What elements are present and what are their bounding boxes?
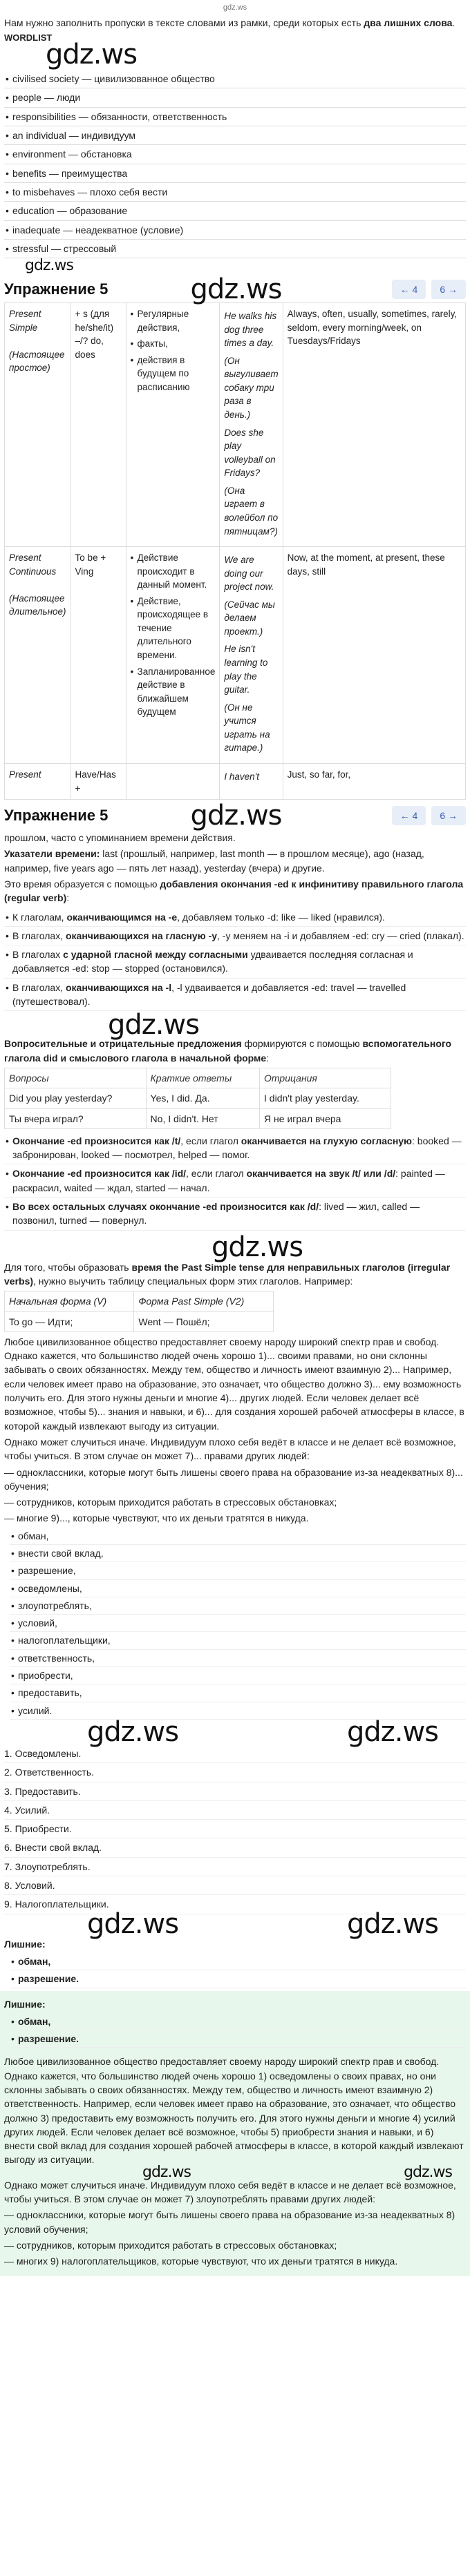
prev-exercise-button[interactable]: ← 4 (392, 280, 426, 299)
questions-intro: Вопросительные и отрицательные предложения формируются с помощью вспомогательного глагола did и смыслового глагола в начальной форме: (4, 1038, 452, 1064)
qa-header: Отрицания (260, 1068, 391, 1088)
answer-paragraph: — сотрудников, которым приходится работать в стрессовых обстановках; (4, 2239, 337, 2251)
list-item: • stressful — стрессовый (4, 240, 466, 258)
exercise-nav (392, 280, 466, 299)
extra-title: Лишние: (4, 1998, 46, 2010)
past-intro: прошлом, часто с упоминанием времени действия. (4, 832, 236, 844)
watermark: gdz.ws (346, 1715, 438, 1748)
wordlist-title: WORDLIST (4, 32, 53, 44)
list-item: • Действие происходит в данный момент. (131, 551, 216, 592)
tense-name-cell (5, 547, 71, 764)
watermark: gdz.ws (212, 1231, 303, 1263)
watermark: gdz.ws (25, 257, 73, 275)
list-item: • Окончание -ed произносится как /id/, если глагол оканчивается на звук /t/ или /d/: painted — раскрасил, waited — ждал, started — начал. (4, 1164, 466, 1198)
exercise-header (4, 273, 466, 306)
list-item: • Во всех остальных случаях окончание -ed произносится как /d/: lived — жил, called — позвонил, turned — повернул. (4, 1198, 466, 1231)
tense-table (4, 302, 466, 800)
example-text: I haven't (224, 771, 259, 782)
irregular-header: Форма Past Simple (V2) (134, 1291, 274, 1311)
list-item: • Окончание -ed произносится как /t/, если глагол оканчивается на глухую согласную: booked — забронирован, looked — посмотрел, helped — помог. (4, 1132, 466, 1165)
past-simple-section (4, 831, 466, 1332)
list-item: • обман, (10, 1953, 466, 1970)
list-item: • действия в будущем по расписанию (131, 354, 216, 394)
answer-item: 1. Осведомлены. (4, 1744, 466, 1763)
answer-item: 2. Ответственность. (4, 1763, 466, 1782)
list-item: • разрешение, (10, 1562, 466, 1579)
table-row (5, 763, 466, 799)
text-paragraph: Однако может случиться иначе. Индивидуум плохо себя ведёт в классе и не делает всё возможное, чтобы учиться. В этом случае он может 7)... правами других людей: (4, 1436, 456, 1462)
watermark: gdz.ws (46, 39, 138, 71)
extra-title: Лишние: (4, 1938, 46, 1950)
list-item: • обман, (10, 2013, 466, 2030)
list-item: • приобрести, (10, 1667, 466, 1684)
list-item: • условий, (10, 1615, 466, 1632)
list-item: • education — образование (4, 202, 466, 220)
list-item: • inadequate — неадекватное (условие) (4, 221, 466, 240)
answer-item: 6. Внести свой вклад. (4, 1838, 466, 1857)
answer-item: 4. Усилий. (4, 1801, 466, 1820)
irregular-header: Начальная форма (V) (5, 1291, 134, 1311)
tense-name-ru: (Настоящее длительное) (9, 593, 66, 617)
list-item: • злоупотреблять, (10, 1597, 466, 1615)
qa-header: Краткие ответы (146, 1068, 259, 1088)
tense-markers-cell: Always, often, usually, sometimes, rarely, seldom, every morning/week, on Tuesdays/Fridays (283, 303, 465, 547)
answer-item: 3. Предоставить. (4, 1782, 466, 1801)
answer-paragraph: — одноклассники, которые могут быть лишены своего права на образование из-за неадекватных 8) условий обучения; (4, 2209, 455, 2235)
example-text: He walks his dog three times a day. (224, 311, 277, 349)
exercise-title: Упражнение 5 (4, 280, 109, 298)
watermark: gdz.ws (404, 2163, 452, 2181)
list-item: • факты, (131, 337, 216, 351)
list-item: • civilised society — цивилизованное общество (4, 70, 466, 88)
text-paragraph: — многие 9)..., которые чувствуют, что их деньги тратятся в никуда. (4, 1512, 309, 1524)
text-paragraph: — одноклассники, которые могут быть лишены своего права на образование из-за неадекватных 8)... обучения; (4, 1466, 463, 1492)
tense-uses-cell (126, 547, 220, 764)
answer-item: 9. Налогоплательщики. (4, 1895, 466, 1914)
example-text: (Он выгуливает собаку три раза в день.) (224, 355, 279, 421)
watermark: gdz.ws (142, 2163, 191, 2181)
list-item: • разрешение. (10, 1970, 466, 1988)
tense-examples-cell (220, 303, 283, 547)
pronunciation-rules (4, 1132, 466, 1231)
list-item: • В глаголах, оканчивающихся на -l, -l удваивается и добавляется -ed: travel — travelled (путешествовал). (4, 979, 466, 1012)
answer-item: 8. Условий. (4, 1876, 466, 1895)
list-item: • an individual — индивидуум (4, 126, 466, 145)
extra-words (10, 1953, 466, 1988)
answer-box (0, 1991, 470, 2276)
qa-cell: No, I didn't. Нет (146, 1108, 259, 1128)
next-exercise-button[interactable]: 6 → (431, 806, 466, 825)
list-item: • Действие, происходящее в течение длительного времени. (131, 595, 216, 662)
tense-examples-cell (220, 763, 283, 799)
watermark: gdz.ws (190, 273, 282, 306)
extra-words (10, 2013, 466, 2048)
tense-form-cell: + s (для he/she/it) –/? do, does (70, 303, 126, 547)
text-paragraph: Любое цивилизованное общество предоставляет своему народу широкий спектр прав и свобод. Однако кажется, что большинство людей очень хорошо 1)... своими правами, но они склонны забывать о своих обязанностях. Между тем, общество и личность имеют взаимную 2)... Например, если человек имеет право на образование, это означает, что общество должно 3)... ему возможность получить его. Для этого нужны деньги и многие 4)... других людей. Если человек делает всё возможное, чтобы 5)... знания и навыки, и 6)... для создания хорошей рабочей атмосферы в классе, в которой каждый извлекают выгоду из ситуации. (4, 1336, 464, 1432)
answer-item: 5. Приобрести. (4, 1820, 466, 1838)
tense-name-ru: (Настоящее простое) (9, 349, 65, 374)
exercise-title: Упражнение 5 (4, 807, 109, 825)
list-item: • benefits — преимущества (4, 164, 466, 183)
qa-cell: Did you play yesterday? (5, 1088, 147, 1108)
irregular-table (4, 1291, 274, 1332)
watermark: gdz.ws (346, 1907, 438, 1940)
qa-header: Вопросы (5, 1068, 147, 1088)
tense-name: Present Simple (9, 309, 41, 333)
example-text: He isn't learning to play the guitar. (224, 644, 268, 695)
irregular-cell: To go — Идти; (5, 1311, 134, 1332)
qa-cell: Я не играл вчера (260, 1108, 391, 1128)
answer-item: 7. Злоупотреблять. (4, 1858, 466, 1876)
site-header[interactable]: gdz.ws (223, 3, 247, 12)
tense-markers-cell: Just, so far, for, (283, 763, 465, 799)
list-item: • ответственность, (10, 1650, 466, 1667)
answer-paragraph: Любое цивилизованное общество предоставляет своему народу широкий спектр прав и свобод. Однако кажется, что большинство людей очень хорошо 1) осведомлены о своих правах, но они склонны забывать о своих обязанностях. Между тем, общество и личность имеют взаимную 2) ответственность. Например, если человек имеет право на образование, это означает, что общество должно 3) предоставить ему возможность получить его. Для этого нужны деньги и многие 4) усилий других людей. Если человек делает всё возможное, чтобы 5) приобрести знания и навыки, и 6) внести свой вклад для создания хорошей рабочей атмосферы в классе, в которой каждый извлекают выгоду из ситуации. (4, 2056, 464, 2166)
list-item: • В глаголах, оканчивающихся на гласную -y, -y меняем на -i и добавляем -ed: cry — cried (плакал). (4, 927, 466, 945)
list-item: • responsibilities — обязанности, ответственность (4, 108, 466, 126)
formation-text: Это время образуется с помощью добавления окончания -ed к инфинитиву правильного глагола (regular verb): (4, 878, 464, 904)
qa-cell: Ты вчера играл? (5, 1108, 147, 1128)
answer-paragraph: Однако может случиться иначе. Индивидуум плохо себя ведёт в классе и не делает всё возможное, чтобы учиться. В этом случае он может 7) злоупотреблять правами других людей: (4, 2179, 456, 2205)
next-exercise-button[interactable]: 6 → (431, 280, 466, 299)
text-paragraph: — сотрудников, которым приходится работать в стрессовых обстановках; (4, 1497, 337, 1508)
list-item: • Регулярные действия, (131, 307, 216, 334)
answers-list (4, 1744, 466, 1914)
prev-exercise-button[interactable]: ← 4 (392, 806, 426, 825)
qa-table (4, 1068, 391, 1129)
example-text: Does she play volleyball on Fridays? (224, 427, 276, 479)
qa-cell: I didn't play yesterday. (260, 1088, 391, 1108)
list-item: • налогоплательщики, (10, 1632, 466, 1649)
example-text: (Она играет в волейбол по пятницам?) (224, 485, 279, 537)
watermark: gdz.ws (108, 1009, 200, 1041)
exercise-nav (392, 806, 466, 825)
watermark: gdz.ws (190, 800, 282, 832)
tense-name-cell (5, 763, 71, 799)
list-item: • осведомлены, (10, 1580, 466, 1597)
list-item: • environment — обстановка (4, 145, 466, 164)
ed-rules (4, 908, 466, 1012)
tense-examples-cell (220, 547, 283, 764)
list-item: • to misbehaves — плохо себя вести (4, 183, 466, 202)
exercise-header-sticky (4, 800, 466, 832)
tense-form-cell: Have/Has + (70, 763, 126, 799)
intro-text: Нам нужно заполнить пропуски в тексте словами из рамки, среди которых есть два лишних слова. (4, 17, 455, 28)
list-item: • внести свой вклад, (10, 1545, 466, 1562)
uses-list (131, 307, 216, 394)
watermark: gdz.ws (87, 1907, 179, 1940)
list-item: • В глаголах с ударной гласной между согласными удваивается последняя согласная и добавляется -ed: stop — stopped (остановился). (4, 945, 466, 979)
list-item: • разрешение. (10, 2030, 466, 2048)
translation-text (4, 1335, 466, 1988)
wordlist (4, 70, 466, 258)
tense-markers-cell: Now, at the moment, at present, these days, still (283, 547, 465, 764)
list-item: • предоставить, (10, 1684, 466, 1702)
watermark: gdz.ws (87, 1715, 179, 1748)
uses-list (131, 551, 216, 719)
table-row (5, 547, 466, 764)
tense-name: Present (9, 769, 41, 780)
tense-name-cell (5, 303, 71, 547)
tense-uses-cell (126, 763, 220, 799)
list-item: • усилий. (10, 1702, 466, 1720)
irregular-intro: Для того, чтобы образовать время the Past Simple tense для неправильных глаголов (irregular verbs), нужно выучить таблицу специальных форм этих глаголов. Например: (4, 1261, 451, 1287)
example-text: (Он не учится играть на гитаре.) (224, 702, 270, 753)
candidate-words (10, 1528, 466, 1720)
example-text: (Сейчас мы делаем проект.) (224, 599, 275, 637)
tense-uses-cell (126, 303, 220, 547)
list-item: • people — люди (4, 88, 466, 107)
tense-name: Present Continuous (9, 552, 57, 577)
list-item: • обман, (10, 1528, 466, 1545)
list-item: • Запланированное действие в ближайшем будущем (131, 665, 216, 719)
table-row (5, 303, 466, 547)
answer-paragraph: — многих 9) налогоплательщиков, которые чувствуют, что их деньги тратятся в никуда. (4, 2256, 398, 2267)
list-item: • К глаголам, оканчивающимся на -e, добавляем только -d: like — liked (нравился). (4, 908, 466, 927)
example-text: We are doing our project now. (224, 555, 274, 593)
irregular-cell: Went — Пошёл; (134, 1311, 274, 1332)
qa-cell: Yes, I did. Да. (146, 1088, 259, 1108)
time-markers: Указатели времени: last (прошлый, например, last month — в прошлом месяце), ago (назад, например, five years ago — пять лет назад), yesterday (вчера) и другие. (4, 848, 424, 874)
tense-form-cell: To be + Ving (70, 547, 126, 764)
